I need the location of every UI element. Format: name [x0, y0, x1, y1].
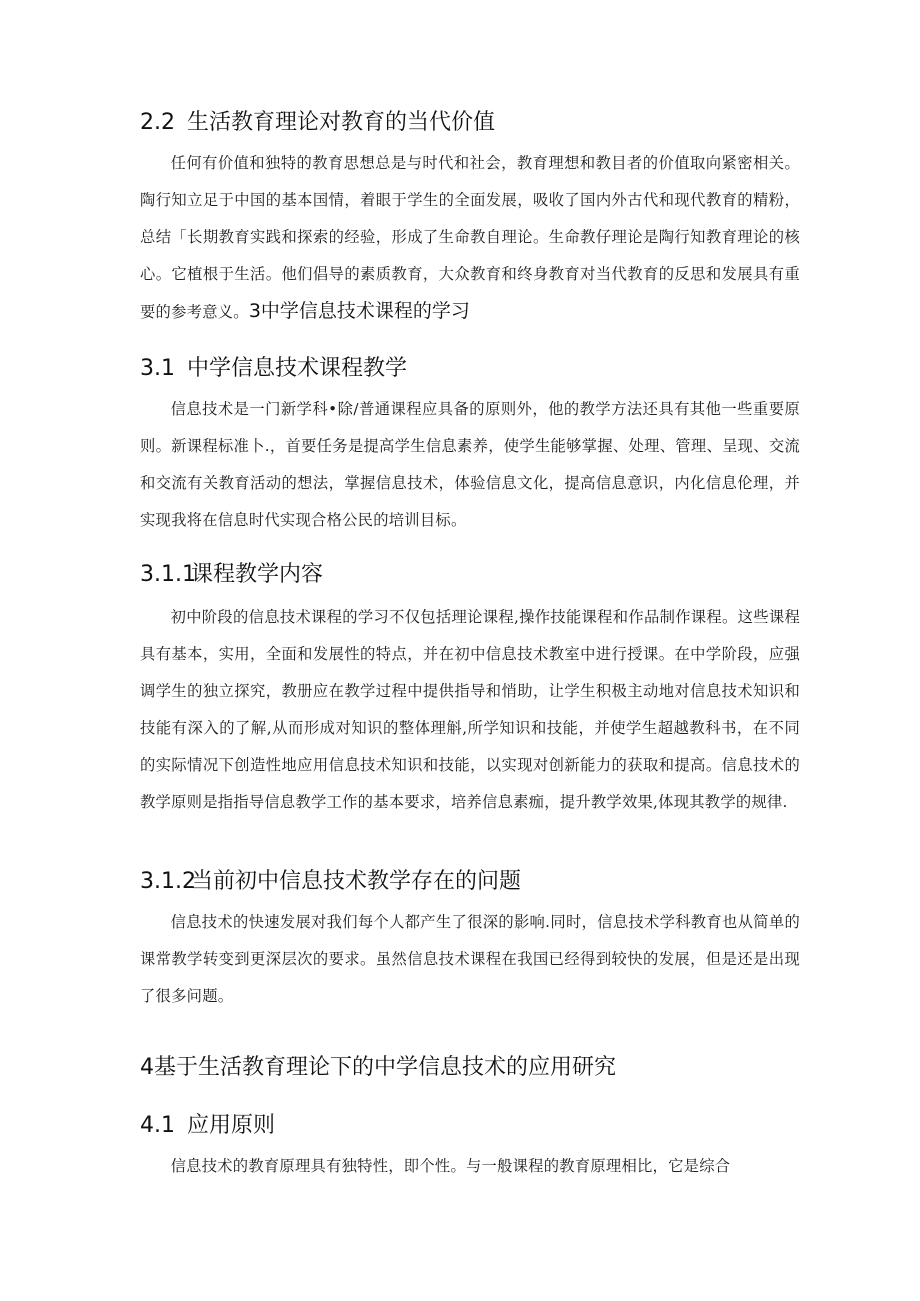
heading-number: 2.2 [140, 110, 175, 135]
paragraph-3-1: 信息技术是一门新学科•除/普通课程应具备的原则外，他的教学方法还具有其他一些重要原则。新课程标准卜.，首要任务是提高学生信息素养，使学生能够掌握、处理、管理、呈现、交流和交流有关教育活动的想法，掌握信息技术，体验信息文化，提高信息意识，内化信息伦理，并实现我将在信息时代实现合格公民的培训目标。 [140, 400, 800, 529]
heading-title: 4基于生活教育理论下的中学信息技术的应用研究 [140, 1055, 616, 1080]
heading-3-1-2 [140, 867, 800, 897]
heading-3-1-1 [140, 560, 800, 590]
heading-number: 4.1 [140, 1113, 175, 1138]
heading-number: 3.1.2 [140, 869, 196, 894]
heading-title: 应用原则 [187, 1113, 276, 1138]
heading-3-inline: 3中学信息技术课程的学习 [248, 300, 470, 322]
heading-title: 生活教育理论对教育的当代价值 [187, 110, 496, 135]
heading-title: 当前初中信息技术教学存在的问题 [191, 869, 522, 894]
heading-2-2 [140, 108, 800, 138]
paragraph-4-1: 信息技术的教育原理具有独特性，即个性。与一般课程的教育原理相比，它是综合 [170, 1157, 731, 1175]
heading-3-1 [140, 354, 800, 384]
paragraph-text: 任何有价值和独特的教育思想总是与时代和社会，教育理想和教目者的价值取向紧密相关。陶行知立足于中国的基本国情，着眼于学生的全面发展，吸收了国内外古代和现代教育的精粉，总结「长期教育实践和探索的经验，形成了生命教自理论。生命教仔理论是陶行知教育理论的核心。它植根于生活。他们倡导的素质教育，大众教育和终身教育对当代教育的反思和发展具有重要的参考意义。 [140, 154, 800, 321]
heading-number: 3.1.1 [140, 562, 196, 587]
paragraph-3-1-1: 初中阶段的信息技术课程的学习不仅包括理论课程,操作技能课程和作品制作课程。这些课程具有基本，实用，全面和发展性的特点，并在初中信息技术教室中进行授课。在中学阶段，应强调学生的独立探究，教册应在教学过程中提供指导和悄助，让学生积极主动地对信息技术知识和技能有深入的了解,从而形成对知识的整体理斛,所学知识和技能，并使学生超越教科书，在不同的实际情况下创造性地应用信息技术知识和技能，以实现对创新能力的获取和提高。信息技术的教学原则是指指导信息教学工作的基本要求，培养信息素痂，提升教学效果,体现其教学的规律. [140, 608, 800, 811]
heading-number: 3.1 [140, 356, 175, 381]
heading-title: 中学信息技术课程教学 [187, 356, 408, 381]
heading-4-1 [140, 1111, 800, 1141]
heading-4 [140, 1053, 800, 1083]
heading-title: 课程教学内容 [191, 562, 324, 587]
paragraph-3-1-2: 信息技术的快速发展对我们每个人都产生了很深的影响.同时，信息技术学科教育也从简单的课常教学转变到更深层次的要求。虽然信息技术课程在我国已经得到较快的发展，但是还是出现了很多问题。 [140, 913, 800, 1005]
paragraph-2-2 [140, 145, 800, 330]
